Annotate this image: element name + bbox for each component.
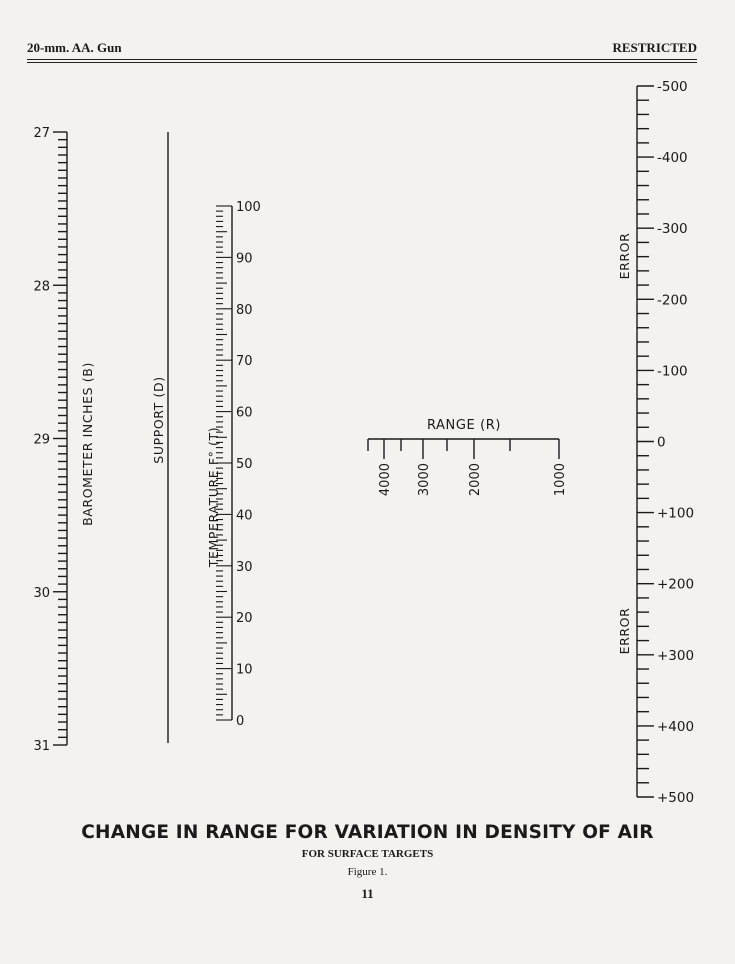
error-tick-label: +100 (657, 505, 695, 522)
error-axis-title-bottom: ERROR (617, 607, 632, 655)
range-scale (368, 418, 568, 496)
error-axis-title-top: ERROR (617, 232, 632, 280)
error-tick-label: +200 (657, 576, 695, 593)
error-tick-label: +400 (657, 718, 695, 735)
barometer-tick-label: 27 (33, 126, 50, 141)
barometer-scale (33, 126, 95, 754)
figure-label: Figure 1. (347, 866, 388, 878)
barometer-tick-label: 29 (33, 432, 50, 448)
temperature-tick-label: 30 (236, 559, 253, 575)
error-tick-label: -400 (657, 150, 688, 167)
support-axis-title: SUPPORT (D) (151, 376, 166, 464)
error-tick-label: +300 (657, 647, 695, 664)
temperature-tick-label: 40 (236, 508, 253, 524)
support-scale (151, 132, 168, 743)
temperature-tick-label: 60 (236, 405, 253, 421)
temperature-scale (206, 200, 261, 729)
temperature-axis-title: TEMPERATURE F° (T) (206, 426, 221, 568)
temperature-tick-label: 80 (236, 302, 253, 318)
barometer-tick-label: 30 (33, 585, 50, 601)
temperature-tick-label: 50 (236, 457, 253, 472)
range-tick-label: 2000 (468, 463, 483, 497)
range-axis-title: RANGE (R) (426, 418, 502, 433)
error-tick-label: -200 (657, 292, 688, 309)
error-tick-label: -300 (657, 221, 688, 238)
figure-subtitle: FOR SURFACE TARGETS (301, 848, 434, 860)
barometer-axis-title: BAROMETER INCHES (B) (80, 362, 95, 526)
page-number: 11 (361, 886, 374, 901)
error-tick-label: -100 (657, 363, 688, 380)
header-title: 20-mm. AA. Gun (27, 40, 122, 55)
temperature-tick-label: 20 (236, 611, 253, 627)
error-tick-label: 0 (657, 434, 666, 451)
error-tick-label: -500 (657, 79, 688, 95)
error-tick-label: +500 (657, 790, 695, 806)
temperature-tick-label: 70 (236, 354, 253, 370)
temperature-tick-label: 100 (236, 200, 261, 215)
header-classification: RESTRICTED (612, 40, 697, 55)
temperature-tick-label: 0 (236, 714, 245, 729)
barometer-tick-label: 31 (33, 739, 50, 754)
temperature-tick-label: 10 (236, 662, 253, 678)
barometer-tick-label: 28 (33, 279, 50, 295)
range-tick-label: 1000 (553, 463, 568, 497)
temperature-tick-label: 90 (236, 251, 253, 267)
range-tick-label: 4000 (378, 463, 393, 497)
figure-title: CHANGE IN RANGE FOR VARIATION IN DENSITY OF AIR (81, 822, 654, 843)
error-scale (617, 79, 694, 806)
range-tick-label: 3000 (417, 463, 432, 497)
